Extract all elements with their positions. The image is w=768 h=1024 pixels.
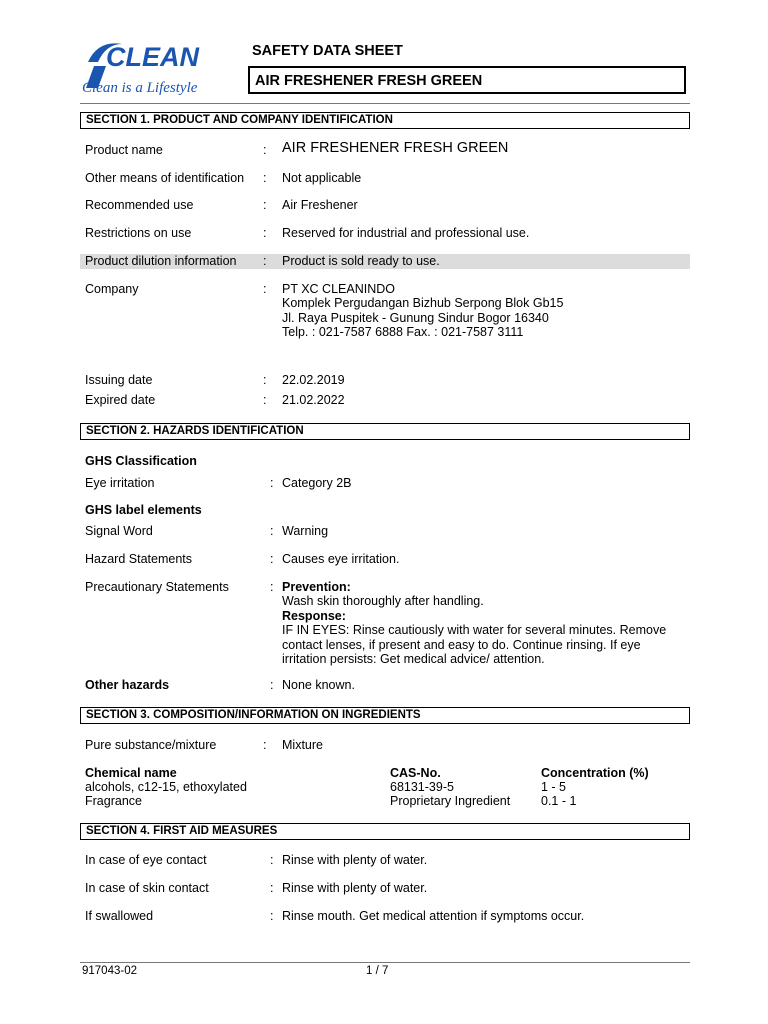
dilution-label: Product dilution information — [85, 254, 237, 268]
substance-label: Pure substance/mixture — [85, 738, 217, 752]
colon: : — [263, 282, 267, 296]
restrictions-value: Reserved for industrial and professional use. — [282, 226, 530, 240]
precautionary-label: Precautionary Statements — [85, 580, 229, 594]
logo-wordmark: CLEAN — [106, 42, 199, 72]
colon: : — [263, 171, 267, 185]
eye-contact-value: Rinse with plenty of water. — [282, 853, 428, 867]
logo-tagline: Clean is a Lifestyle — [82, 80, 198, 96]
footer-doc-number: 917043-02 — [82, 965, 137, 977]
colon: : — [270, 580, 274, 594]
response-heading: Response: — [282, 608, 346, 623]
company-logo — [80, 36, 230, 106]
section-2-header — [80, 423, 690, 440]
colon: : — [270, 909, 274, 923]
swallowed-label: If swallowed — [85, 909, 154, 923]
company-address-2: Jl. Raya Puspitek - Gunung Sindur Bogor 16340 — [282, 310, 549, 325]
table-row-cas-no: Proprietary Ingredient — [390, 794, 511, 808]
response-line-2: contact lenses, if present and easy to do. Continue rinsing. If eye — [282, 637, 641, 652]
company-name: PT XC CLEANINDO — [282, 282, 395, 296]
section-1-header — [80, 112, 690, 129]
section-3-title: SECTION 3. COMPOSITION/INFORMATION ON INGREDIENTS — [86, 709, 421, 721]
colon: : — [263, 254, 267, 268]
other-hazards-label: Other hazards — [85, 678, 170, 692]
eye-irritation-value: Category 2B — [282, 476, 352, 490]
substance-value: Mixture — [282, 738, 323, 752]
dilution-value: Product is sold ready to use. — [282, 254, 440, 268]
colon: : — [263, 393, 267, 407]
table-row-cas-no: 68131-39-5 — [390, 780, 454, 794]
signal-word-value: Warning — [282, 524, 329, 538]
colon: : — [270, 678, 274, 692]
company-address-1: Komplek Pergudangan Bizhub Serpong Blok Gb15 — [282, 296, 564, 311]
footer-divider — [80, 962, 690, 963]
recommended-use-value: Air Freshener — [282, 198, 358, 212]
section-2-title: SECTION 2. HAZARDS IDENTIFICATION — [86, 425, 304, 437]
precautionary-block — [282, 580, 666, 666]
response-line-3: irritation persists: Get medical advice/ attention. — [282, 652, 545, 667]
column-header-chemical-name: Chemical name — [85, 766, 177, 780]
colon: : — [270, 476, 274, 490]
table-row-concentration: 1 - 5 — [541, 780, 567, 794]
column-header-concentration: Concentration (%) — [541, 766, 649, 780]
colon: : — [263, 143, 267, 157]
colon: : — [263, 738, 267, 752]
colon: : — [270, 552, 274, 566]
section-3-header — [80, 707, 690, 724]
issuing-date-value: 22.02.2019 — [282, 373, 345, 387]
recommended-use-label: Recommended use — [85, 198, 194, 212]
ghs-classification-heading: GHS Classification — [85, 454, 197, 468]
section-4-title: SECTION 4. FIRST AID MEASURES — [86, 825, 278, 837]
other-means-value: Not applicable — [282, 171, 362, 185]
other-means-label: Other means of identification — [85, 171, 245, 185]
expired-date-label: Expired date — [85, 393, 156, 407]
product-name-label: Product name — [85, 143, 163, 157]
colon: : — [263, 198, 267, 212]
section-1-title: SECTION 1. PRODUCT AND COMPANY IDENTIFICATION — [86, 114, 393, 126]
hazard-statements-value: Causes eye irritation. — [282, 552, 400, 566]
hazard-statements-label: Hazard Statements — [85, 552, 192, 566]
colon: : — [263, 226, 267, 240]
colon: : — [270, 853, 274, 867]
footer-page-number: 1 / 7 — [366, 965, 389, 977]
ghs-label-elements-heading: GHS label elements — [85, 503, 202, 517]
swallowed-value: Rinse mouth. Get medical attention if symptoms occur. — [282, 909, 585, 923]
issuing-date-label: Issuing date — [85, 373, 153, 387]
skin-contact-value: Rinse with plenty of water. — [282, 881, 428, 895]
skin-contact-label: In case of skin contact — [85, 881, 209, 895]
table-row-chemical-name: alcohols, c12-15, ethoxylated — [85, 780, 247, 794]
table-row-concentration: 0.1 - 1 — [541, 794, 577, 808]
other-hazards-value: None known. — [282, 678, 355, 692]
company-block — [282, 282, 563, 340]
colon: : — [270, 881, 274, 895]
table-row-chemical-name: Fragrance — [85, 794, 142, 808]
restrictions-label: Restrictions on use — [85, 226, 192, 240]
product-title: AIR FRESHENER FRESH GREEN — [255, 73, 483, 89]
prevention-heading: Prevention: — [282, 580, 351, 594]
section-4-header — [80, 823, 690, 840]
colon: : — [270, 524, 274, 538]
product-title-box — [248, 66, 686, 94]
product-name-value: AIR FRESHENER FRESH GREEN — [282, 140, 509, 156]
eye-irritation-label: Eye irritation — [85, 476, 155, 490]
header-divider — [80, 103, 690, 104]
signal-word-label: Signal Word — [85, 524, 153, 538]
colon: : — [263, 373, 267, 387]
company-label: Company — [85, 282, 139, 296]
column-header-cas-no: CAS-No. — [390, 766, 441, 780]
eye-contact-label: In case of eye contact — [85, 853, 207, 867]
company-phone: Telp. : 021-7587 6888 Fax. : 021-7587 3111 — [282, 325, 524, 340]
document-type: SAFETY DATA SHEET — [252, 43, 403, 59]
prevention-text: Wash skin thoroughly after handling. — [282, 594, 484, 609]
response-line-1: IF IN EYES: Rinse cautiously with water for several minutes. Remove — [282, 623, 667, 638]
expired-date-value: 21.02.2022 — [282, 393, 345, 407]
